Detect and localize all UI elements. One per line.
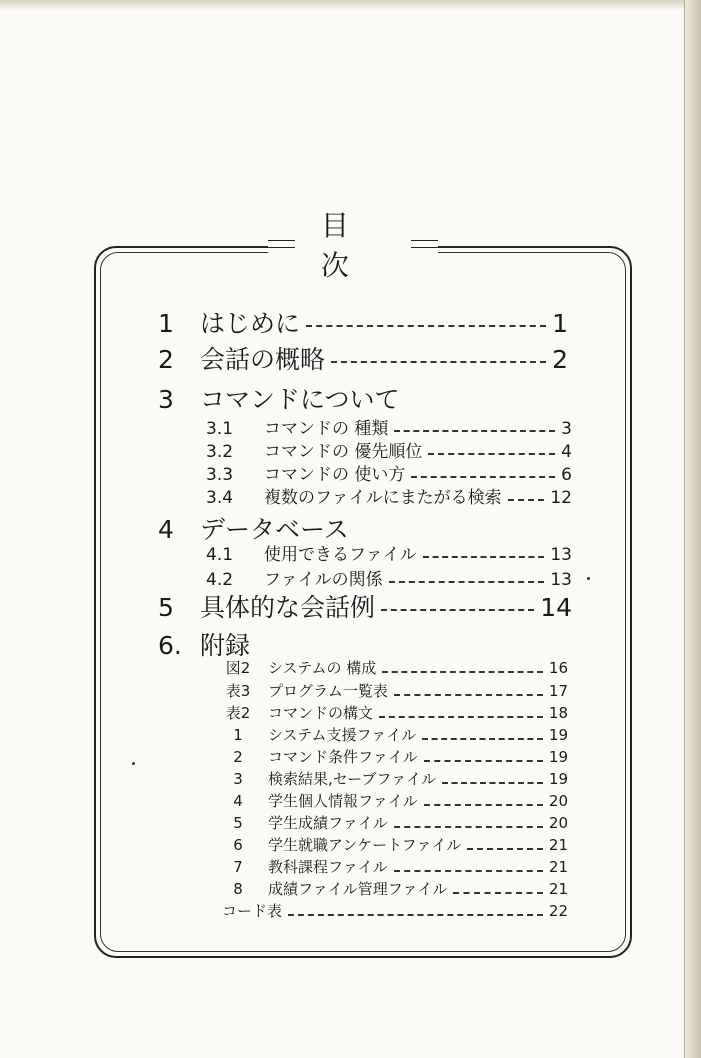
entry-page: 4 — [561, 442, 572, 462]
entry-number: 4 — [158, 515, 174, 544]
title-rule-right — [411, 240, 438, 248]
dot-leader — [453, 892, 543, 894]
entry-page: 19 — [548, 726, 568, 744]
entry-number: 5 — [233, 814, 243, 832]
entry-label: はじめに — [200, 309, 301, 338]
entry-label: 学生就職アンケートファイル — [268, 836, 462, 854]
entry-label: データベース — [200, 515, 349, 544]
entry-label: 学生個人情報ファイル — [268, 792, 418, 810]
entry-page: 1 — [552, 309, 568, 338]
entry-label: プログラム一覧表 — [268, 682, 388, 700]
toc-entry-chapter-5[interactable] — [158, 588, 572, 624]
entry-number: 表3 — [225, 682, 251, 700]
dot-leader — [394, 694, 543, 696]
entry-label: システムの 構成 — [268, 659, 377, 677]
entry-number: 2 — [233, 748, 243, 766]
toc-entry-appendix-fig2[interactable] — [208, 657, 568, 678]
entry-number: 表2 — [225, 704, 251, 722]
page-top-shadow — [0, 0, 701, 10]
entry-page: 19 — [548, 748, 568, 766]
entry-label: 複数のファイルにまたがる検索 — [264, 488, 502, 508]
stray-ink-dot — [587, 577, 590, 580]
entry-number: 7 — [233, 858, 243, 876]
entry-number: 2 — [158, 345, 174, 374]
entry-page: 13 — [550, 570, 572, 590]
title-rule-left — [268, 240, 295, 248]
entry-page: 20 — [548, 792, 568, 810]
entry-number: 1 — [233, 726, 243, 744]
entry-number: 図2 — [225, 659, 251, 677]
toc-entry-chapter-1[interactable] — [158, 304, 568, 340]
toc-entry-appendix-table2[interactable] — [208, 702, 568, 723]
entry-number: 3.3 — [206, 465, 234, 485]
book-edge — [684, 0, 701, 1058]
entry-label: コード表 — [222, 902, 283, 920]
entry-page: 18 — [548, 704, 568, 722]
entry-page: 3 — [561, 419, 572, 439]
entry-page: 21 — [548, 858, 568, 876]
dot-leader — [424, 804, 543, 806]
entry-number: 4.2 — [206, 570, 234, 590]
entry-label: コマンドについて — [200, 385, 400, 414]
toc-entry-section-3-2[interactable] — [206, 437, 572, 462]
toc-entry-appendix-1[interactable] — [208, 724, 568, 745]
entry-label: 検索結果,セーブファイル — [268, 770, 437, 788]
toc-entry-appendix-3[interactable] — [208, 768, 568, 789]
dot-leader — [394, 430, 555, 432]
entry-label: 会話の概略 — [200, 345, 326, 374]
entry-label: コマンドの 種類 — [264, 419, 389, 439]
toc-title-block — [268, 209, 438, 282]
toc-entry-code-table[interactable] — [222, 900, 568, 921]
entry-page: 14 — [540, 593, 572, 622]
entry-number: 3.1 — [206, 419, 234, 439]
dot-leader — [424, 760, 543, 762]
entry-number: 4 — [233, 792, 243, 810]
toc-entry-appendix-8[interactable] — [208, 878, 568, 899]
toc-entry-appendix-6[interactable] — [208, 834, 568, 855]
entry-label: コマンド条件ファイル — [268, 748, 418, 766]
entry-number: 3.4 — [206, 488, 234, 508]
entry-label: 学生成績ファイル — [268, 814, 388, 832]
entry-label: 成績ファイル管理ファイル — [268, 880, 448, 898]
toc-entry-section-3-4[interactable] — [206, 483, 572, 508]
toc-entry-section-3-3[interactable] — [206, 460, 572, 485]
dot-leader — [394, 826, 543, 828]
dot-leader — [508, 499, 545, 501]
entry-page: 22 — [548, 902, 568, 920]
entry-page: 21 — [548, 880, 568, 898]
entry-page: 16 — [548, 659, 568, 677]
entry-label: 附録 — [200, 631, 251, 660]
entry-label: システム支援ファイル — [268, 726, 417, 744]
dot-leader — [389, 581, 545, 583]
dot-leader — [442, 782, 543, 784]
entry-label: コマンドの 優先順位 — [264, 442, 423, 462]
dot-leader — [467, 848, 543, 850]
entry-number: 3 — [233, 770, 243, 788]
toc-entry-section-3-1[interactable] — [206, 414, 572, 439]
stray-ink-dot — [132, 762, 135, 765]
entry-label: コマンドの構文 — [268, 704, 374, 722]
toc-entry-chapter-3[interactable] — [158, 380, 400, 416]
toc-entry-chapter-2[interactable] — [158, 340, 568, 376]
entry-number: 8 — [233, 880, 243, 898]
entry-number: 1 — [158, 309, 174, 338]
entry-label: 具体的な会話例 — [200, 593, 376, 622]
dot-leader — [306, 325, 546, 327]
entry-label: ファイルの関係 — [264, 570, 383, 590]
toc-entry-appendix-2[interactable] — [208, 746, 568, 767]
entry-label: 教科課程ファイル — [268, 858, 388, 876]
dot-leader — [422, 738, 543, 740]
entry-number: 3.2 — [206, 442, 234, 462]
toc-entry-appendix-5[interactable] — [208, 812, 568, 833]
entry-label: コマンドの 使い方 — [264, 465, 406, 485]
dot-leader — [331, 361, 546, 363]
entry-number: 4.1 — [206, 545, 234, 565]
entry-number: 6. — [158, 631, 182, 660]
dot-leader — [394, 870, 543, 872]
entry-page: 17 — [548, 682, 568, 700]
toc-entry-section-4-2[interactable] — [206, 565, 572, 590]
dot-leader — [411, 476, 555, 478]
entry-page: 12 — [550, 488, 572, 508]
entry-number: 6 — [233, 836, 243, 854]
toc-entry-section-4-1[interactable] — [206, 540, 572, 565]
toc-entry-appendix-7[interactable] — [208, 856, 568, 877]
entry-page: 21 — [548, 836, 568, 854]
dot-leader — [381, 609, 534, 611]
dot-leader — [382, 671, 543, 673]
dot-leader — [288, 914, 543, 916]
toc-entry-appendix-table3[interactable] — [208, 680, 568, 701]
entry-label: 使用できるファイル — [264, 545, 417, 565]
entry-page: 20 — [548, 814, 568, 832]
dot-leader — [428, 453, 555, 455]
toc-entry-appendix-4[interactable] — [208, 790, 568, 811]
entry-page: 19 — [548, 770, 568, 788]
entry-page: 13 — [550, 545, 572, 565]
entry-page: 6 — [561, 465, 572, 485]
entry-page: 2 — [552, 345, 568, 374]
toc-title: 目次 — [320, 209, 367, 282]
dot-leader — [423, 556, 545, 558]
dot-leader — [379, 716, 543, 718]
entry-number: 3 — [158, 385, 174, 414]
entry-number: 5 — [158, 593, 174, 622]
